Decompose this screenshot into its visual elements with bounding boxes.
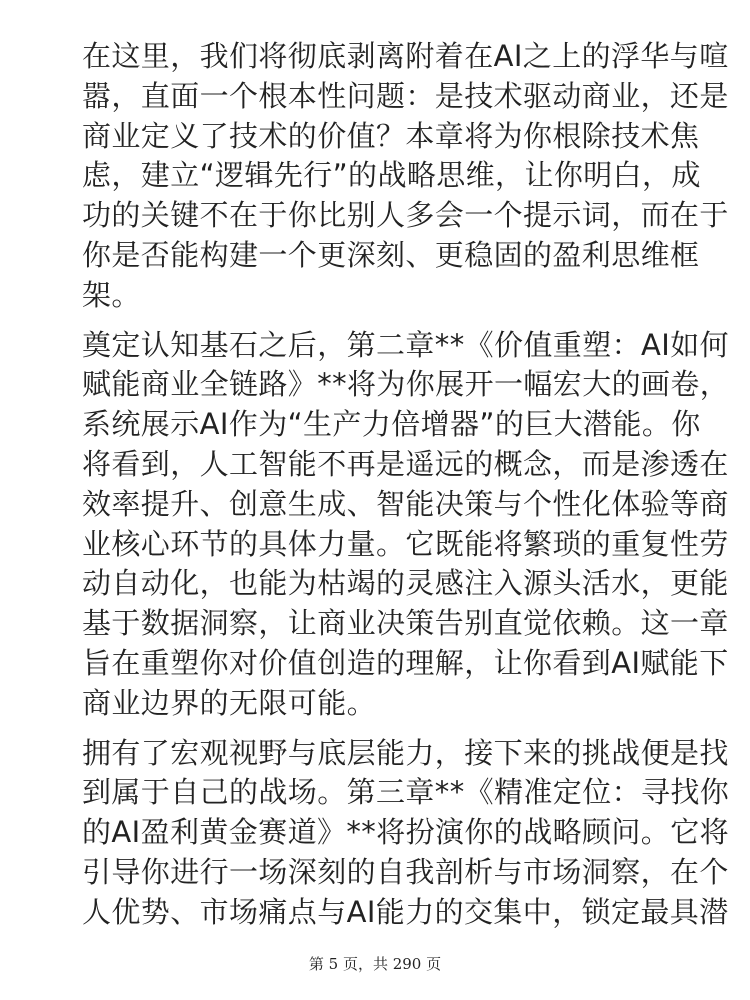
text-line: 效率提升、创意生成、智能决策与个性化体验等商 bbox=[82, 486, 729, 521]
paragraph-3 bbox=[82, 734, 730, 933]
text-line: 虑，建立“逻辑先行”的战略思维，让你明白，成 bbox=[82, 158, 701, 193]
page-number-footer: 第 5 页，共 290 页 bbox=[308, 955, 442, 973]
text-line: 功的关键不在于你比别人多会一个提示词，而在于 bbox=[82, 198, 729, 233]
text-line: 人优势、市场痛点与AI能力的交集中，锁定最具潜 bbox=[82, 894, 729, 929]
text-line: 商业定义了技术的价值？本章将为你根除技术焦 bbox=[82, 118, 700, 153]
text-line: 赋能商业全链路》**将为你展开一幅宏大的画卷， bbox=[82, 367, 730, 402]
text-line: 到属于自己的战场。第三章**《精准定位：寻找你 bbox=[82, 775, 730, 810]
text-line: 架。 bbox=[82, 277, 141, 312]
text-line: 嚣，直面一个根本性问题：是技术驱动商业，还是 bbox=[82, 78, 729, 113]
paragraph-1 bbox=[82, 37, 729, 316]
document-body bbox=[82, 37, 730, 933]
text-line: 奠定认知基石之后，第二章**《价值重塑：AI如何 bbox=[82, 327, 729, 362]
text-line: 拥有了宏观视野与底层能力，接下来的挑战便是找 bbox=[82, 735, 729, 770]
text-line: 基于数据洞察，让商业决策告别直觉依赖。这一章 bbox=[82, 606, 729, 641]
text-line: 旨在重塑你对价值创造的理解，让你看到AI赋能下 bbox=[82, 645, 729, 680]
text-line: 将看到，人工智能不再是遥远的概念，而是渗透在 bbox=[82, 446, 729, 481]
text-line: 你是否能构建一个更深刻、更稳固的盈利思维框 bbox=[82, 237, 700, 272]
text-line: 引导你进行一场深刻的自我剖析与市场洞察，在个 bbox=[82, 854, 729, 889]
text-line: 商业边界的无限可能。 bbox=[82, 685, 377, 720]
text-line: 业核心环节的具体力量。它既能将繁琐的重复性劳 bbox=[82, 526, 729, 561]
text-line: 在这里，我们将彻底剥离附着在AI之上的浮华与喧 bbox=[82, 39, 729, 73]
paragraph-2 bbox=[82, 326, 730, 724]
text-line: 动自动化，也能为枯竭的灵感注入源头活水，更能 bbox=[82, 566, 729, 601]
text-line: 的AI盈利黄金赛道》**将扮演你的战略顾问。它将 bbox=[82, 815, 729, 850]
text-line: 系统展示AI作为“生产力倍增器”的巨大潜能。你 bbox=[82, 407, 701, 442]
